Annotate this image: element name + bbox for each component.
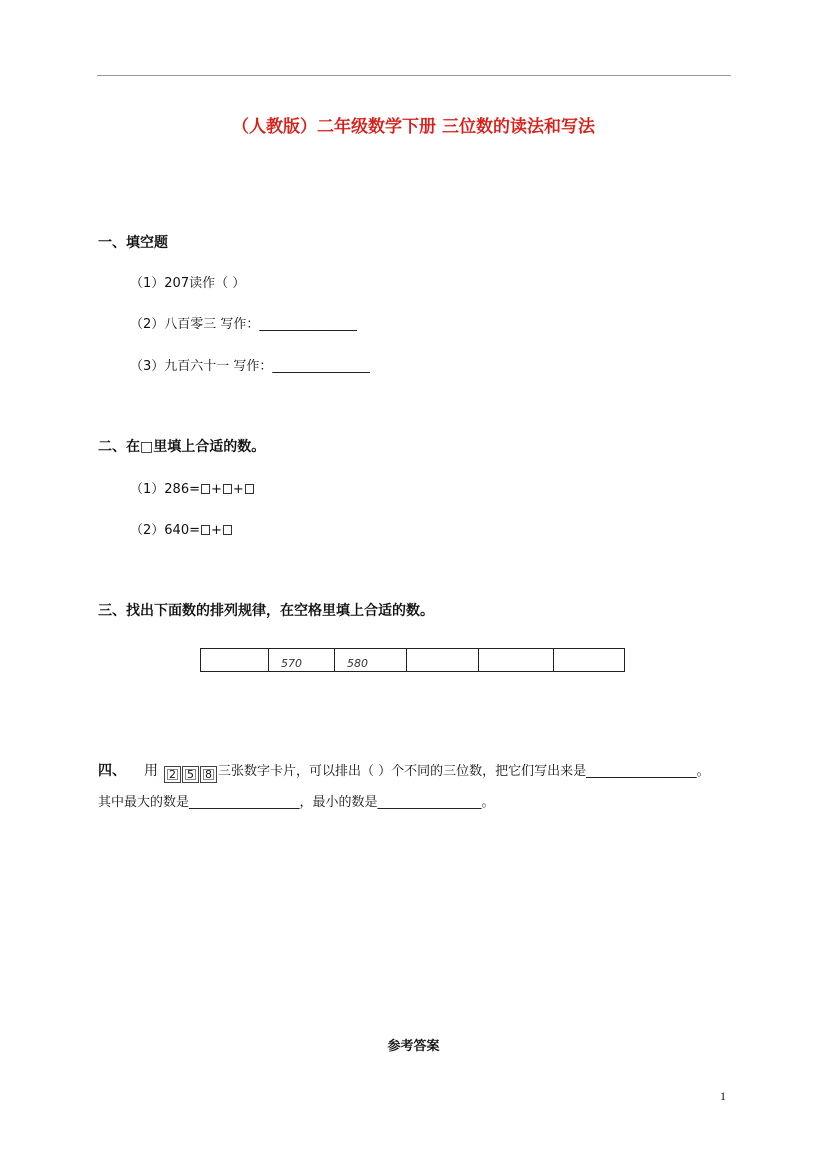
sequence-cell: 570 bbox=[269, 649, 335, 672]
section-2-heading: 二、在□里填上合适的数。 bbox=[98, 439, 266, 455]
table-row bbox=[201, 649, 625, 672]
q4-line-1-text: 三张数字卡片，可以排出（ ）个不同的三位数，把它们写出来是_________________。 bbox=[218, 764, 710, 779]
header-rule bbox=[97, 75, 731, 76]
q2-item-1-prefix: （1）286= bbox=[130, 482, 200, 497]
q1-item-3: （3）九百六十一 写作：_______________ bbox=[130, 359, 370, 374]
sequence-cell bbox=[479, 649, 554, 672]
page-number: 1 bbox=[720, 1089, 726, 1103]
q2-item-2-prefix: （2）640= bbox=[130, 523, 200, 538]
blank-box bbox=[201, 525, 210, 535]
page-title: （人教版）二年级数学下册 三位数的读法和写法 bbox=[232, 117, 595, 137]
sequence-cell bbox=[407, 649, 479, 672]
blank-box bbox=[201, 484, 210, 494]
q1-item-1: （1）207读作（ ） bbox=[130, 276, 246, 291]
plus-sign: + bbox=[210, 523, 222, 538]
plus-sign: + bbox=[232, 482, 244, 497]
q2-item-1 bbox=[130, 478, 255, 497]
plus-sign: + bbox=[210, 482, 222, 497]
answer-heading: 参考答案 bbox=[387, 1039, 440, 1054]
sequence-cell: 580 bbox=[335, 649, 407, 672]
sequence-cell bbox=[554, 649, 625, 672]
q1-item-2: （2）八百零三 写作：_______________ bbox=[130, 317, 357, 332]
section-3-heading: 三、找出下面数的排列规律，在空格里填上合适的数。 bbox=[98, 603, 434, 619]
blank-box bbox=[245, 484, 254, 494]
section-1-heading: 一、填空题 bbox=[98, 235, 168, 251]
q4-use-word: 用 bbox=[144, 763, 158, 779]
q4-line-2: 其中最大的数是_________________，最小的数是________________。 bbox=[98, 795, 495, 810]
sequence-table bbox=[200, 648, 625, 672]
number-card-2: 2 bbox=[164, 766, 181, 783]
section-4-heading: 四、 bbox=[98, 763, 126, 779]
sequence-cell bbox=[201, 649, 269, 672]
q2-item-2 bbox=[130, 519, 233, 538]
blank-box bbox=[223, 484, 232, 494]
number-card-5: 5 bbox=[182, 766, 199, 783]
blank-box bbox=[223, 525, 232, 535]
number-card-8: 8 bbox=[200, 766, 217, 783]
q4-line-1 bbox=[98, 760, 710, 783]
